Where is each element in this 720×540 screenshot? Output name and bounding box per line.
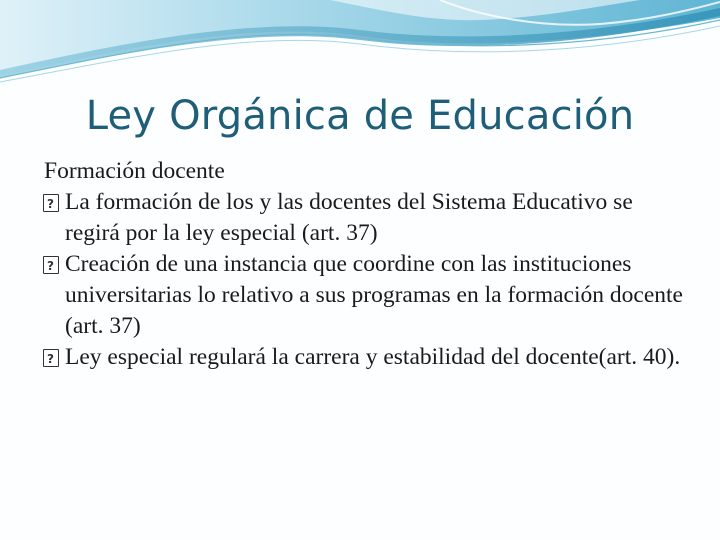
bullet-text: Ley especial regulará la carrera y estabilidad del docente(art. 40). [65,344,681,370]
list-item [43,342,693,373]
bullet-text: Creación de una instancia que coordine con las instituciones universitarias lo relativo a sus programas en la formación docente (art. 37) [65,251,683,339]
missing-glyph-icon [43,194,59,212]
missing-glyph-icon [43,349,59,367]
missing-glyph-icon [43,256,59,274]
list-item [43,249,693,342]
subheading: Formación docente [44,158,225,184]
list-item [43,187,693,249]
bullet-text: La formación de los y las docentes del Sistema Educativo se regirá por la ley especial (art. 37) [65,189,633,246]
bullet-list [43,187,693,373]
slide-title: Ley Orgánica de Educación [85,93,635,139]
slide-body [43,156,693,373]
decorative-wave-header [0,0,720,90]
